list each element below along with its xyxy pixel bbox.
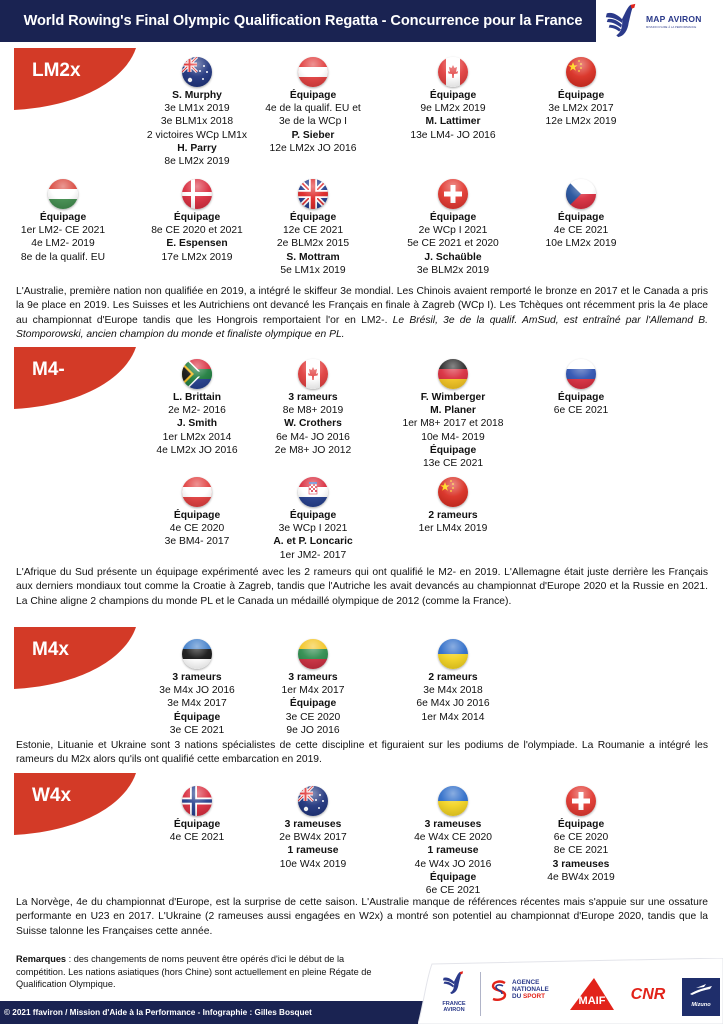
germany-flag-icon	[438, 359, 468, 389]
section-paragraph-m4-	[16, 566, 708, 609]
entry-result: 3e LM2x 2017	[548, 103, 614, 115]
banner-lm2x	[14, 48, 136, 110]
south-africa-flag-icon	[182, 359, 212, 389]
entry-heading: 1 rameuse	[427, 845, 479, 857]
entry-result: 13e LM4- JO 2016	[410, 129, 496, 141]
entry-heading: M. Lattimer	[425, 116, 481, 128]
banner-w4x	[14, 773, 136, 835]
austria-flag-icon	[182, 477, 212, 507]
entry-result: 4e LM2x JO 2016	[156, 444, 238, 456]
entry-result: 3e LM1x 2019	[164, 103, 230, 115]
entry-heading: 3 rameurs	[172, 672, 222, 683]
entry-heading: 3 rameuses	[424, 819, 482, 830]
country-entry	[238, 179, 388, 277]
austria-flag-icon	[298, 57, 328, 87]
country-entry	[238, 786, 388, 871]
entry-heading: Équipage	[289, 510, 337, 521]
croatia-flag-icon	[298, 477, 328, 507]
entry-result: 4e CE 2021	[553, 225, 609, 237]
entry-heading: S. Murphy	[172, 90, 222, 101]
entry-heading: J. Schaüble	[424, 251, 482, 263]
entry-heading: Équipage	[429, 90, 477, 101]
country-entry	[506, 359, 656, 417]
page-title: World Rowing's Final Olympic Qualification Regatta - Concurrence pour la France	[23, 13, 583, 29]
entry-result: 9e JO 2016	[286, 724, 340, 736]
cnr-mark	[626, 984, 670, 1002]
entry-heading: Équipage	[173, 711, 221, 723]
ans-logo	[490, 979, 549, 1007]
country-entry	[238, 359, 388, 457]
entry-result: 10e M4- 2019	[421, 431, 485, 443]
entry-heading: 3 rameurs	[288, 672, 338, 683]
section-paragraph-lm2x	[16, 285, 708, 343]
country-entry	[506, 57, 656, 129]
entry-result: 10e W4x 2019	[279, 858, 347, 870]
entry-heading: S. Mottram	[286, 251, 340, 263]
maif-logo	[570, 978, 614, 1015]
entry-result: 4e CE 2021	[169, 832, 225, 844]
entry-heading: 3 rameuses	[552, 858, 610, 870]
entry-heading: Équipage	[429, 212, 477, 223]
france-aviron-text: FRANCE	[442, 1001, 466, 1007]
header-bar	[0, 0, 596, 42]
entry-result: 1er M4x 2014	[421, 711, 485, 723]
entry-heading: Équipage	[557, 212, 605, 223]
entry-heading: M. Planer	[430, 405, 476, 417]
entry-result: 3e CE 2020	[285, 711, 341, 723]
entry-result: 8e CE 2021	[553, 845, 609, 857]
entry-heading: 1 rameuse	[287, 845, 339, 857]
entry-result: 4e W4x CE 2020	[414, 832, 492, 844]
entry-result: 3e de la WCp I	[278, 116, 348, 128]
entry-result: 6e M4- JO 2016	[276, 431, 350, 443]
remarks	[16, 953, 396, 991]
paragraph-text: L'Australie, première nation non qualifiée en 2019, a intégré le skiffeur 3e mondial. Les Chinois avaient remporté le bronze en 2017 et le Canada a pris la 9e place en 2019. Les Suisses et les Autrichiens ont devancé les Français en finale à Zagreb (WCp I). Les Tchèques ont récemment pris la 4e place au championnat d'Europe tandis que les Hongrois remportaient l'or en LM2-.	[16, 286, 708, 326]
country-entry	[506, 179, 656, 251]
entry-heading: Équipage	[173, 212, 221, 223]
mizuno-text: Mizuno	[691, 1002, 711, 1008]
paragraph-italic-text: Le Brésil, 3e de la qualif. AmSud, est entraîné par l'Allemand B. Stomporowski, ancien champion du monde et finaliste olympique en PL.	[16, 314, 708, 341]
country-entry	[378, 639, 528, 724]
entry-heading: 3 rameurs	[288, 392, 338, 403]
china-flag-icon	[438, 477, 468, 507]
russia-flag-icon	[566, 359, 596, 389]
entry-result: 3e M4x JO 2016	[159, 685, 235, 697]
china-flag-icon	[566, 57, 596, 87]
entry-result: 2e BW4x 2017	[279, 832, 347, 844]
entry-heading: Équipage	[289, 212, 337, 223]
section-paragraph-m4x	[16, 739, 708, 768]
entry-heading: A. et P. Loncaric	[273, 536, 353, 548]
entry-heading: H. Parry	[177, 142, 217, 154]
banner-m4-	[14, 347, 136, 409]
entry-result: 1er JM2- 2017	[279, 549, 347, 561]
entry-heading: J. Smith	[176, 418, 218, 430]
banner-label: M4x	[32, 639, 69, 660]
entry-heading: Équipage	[289, 90, 337, 101]
ans-s-icon	[490, 980, 508, 1002]
entry-heading: Équipage	[429, 444, 477, 456]
denmark-flag-icon	[182, 179, 212, 209]
section-paragraph-w4x	[16, 896, 708, 939]
france-aviron-text: AVIRON	[443, 1007, 465, 1014]
remarks-text: : des changements de noms peuvent être opérés d'ici le début de la compétition. Les nations asiatiques (hors Chine) sont actuellement en pleine Régate de Qualification Olympique.	[16, 954, 372, 990]
canada-flag-icon	[298, 359, 328, 389]
australia-flag-icon	[182, 57, 212, 87]
entry-heading: Équipage	[557, 90, 605, 101]
entry-result: 2e WCp I 2021	[418, 225, 488, 237]
entry-heading: Équipage	[557, 392, 605, 403]
remarks-label: Remarques	[16, 954, 67, 964]
entry-result: 6e CE 2021	[553, 405, 609, 417]
entry-heading: 2 rameurs	[428, 510, 478, 521]
mizuno-runbird-icon	[682, 978, 720, 1002]
entry-result: 8e M8+ 2019	[282, 405, 344, 417]
logo-brand: MAP AVIRON	[646, 14, 702, 24]
lithuania-flag-icon	[298, 639, 328, 669]
entry-result: 4e CE 2020	[169, 523, 225, 535]
paragraph-text: Estonie, Lituanie et Ukraine sont 3 nations spécialistes de cette discipline et figuraient sur les podiums de l'olympiade. La Roumanie a intégré les rameurs du M2x alors qu'ils ont qualifié cette embarcation en 2019.	[16, 740, 708, 766]
rooster-icon	[441, 970, 467, 996]
australia-flag-icon	[298, 786, 328, 816]
entry-result: 9e LM2x 2019	[420, 103, 486, 115]
entry-result: 6e CE 2020	[553, 832, 609, 844]
entry-result: 3e BM4- 2017	[164, 536, 230, 548]
entry-heading: Équipage	[289, 698, 337, 710]
ukraine-flag-icon	[438, 786, 468, 816]
mizuno-logo	[682, 978, 720, 1016]
estonia-flag-icon	[182, 639, 212, 669]
rooster-icon	[603, 2, 641, 40]
entry-result: 3e M4x 2017	[167, 698, 227, 710]
entry-heading: 3 rameuses	[284, 819, 342, 830]
uk-flag-icon	[298, 179, 328, 209]
entry-result: 1er LM2x 2014	[162, 431, 232, 443]
entry-heading: Équipage	[173, 510, 221, 521]
entry-heading: 2 rameurs	[428, 672, 478, 683]
entry-result: 6e M4x J0 2016	[416, 698, 490, 710]
entry-result: 3e WCp I 2021	[278, 523, 348, 535]
paragraph-text: L'Afrique du Sud présente un équipage expérimenté avec les 2 rameurs qui ont qualifié le M2- en 2019. L'Allemagne était juste derrière les Français aux derniers mondiaux tout comme la Croatie à Zagreb, tandis que l'Autriche les avait devancés au championnat d'Europe 2020 et la Russie en 2021. La Chine aligne 2 champions du monde PL et le Canada un médaillé olympique de 2012 (comme la France).	[16, 567, 708, 607]
entry-result: 2e M8+ JO 2012	[274, 444, 352, 456]
entry-result: 4e BW4x 2019	[547, 871, 615, 883]
banner-label: W4x	[32, 785, 72, 806]
entry-heading: F. Wimberger	[420, 392, 486, 403]
entry-result: 8e CE 2020 et 2021	[151, 225, 243, 237]
entry-result: 4e W4x JO 2016	[414, 858, 492, 870]
entry-result: 2 victoires WCp LM1x	[146, 129, 248, 141]
switzerland-flag-icon	[566, 786, 596, 816]
france-aviron-logo	[434, 970, 474, 1013]
cnr-logo	[626, 984, 670, 1007]
entry-result: 2e M2- 2016	[168, 405, 226, 417]
entry-result: 12e LM2x JO 2016	[269, 142, 357, 154]
paragraph-text: La Norvège, 4e du championnat d'Europe, est la surprise de cette saison. L'Australie manque de références récentes mais s'appuie sur une ossature performante en U23 en 2017. L'Ukraine (2 rameuses aussi engagées en W2x) a montré son potentiel au championnat d'Europe 2020, tandis que la Suisse talonne les Françaises cette année.	[16, 897, 708, 937]
ukraine-flag-icon	[438, 639, 468, 669]
country-entry	[378, 477, 528, 535]
country-entry	[238, 57, 388, 155]
entry-result: 12e LM2x 2019	[545, 116, 617, 128]
country-entry	[0, 179, 138, 264]
entry-heading: Équipage	[429, 871, 477, 883]
banner-label: M4-	[32, 359, 65, 380]
country-entry	[506, 786, 656, 884]
sponsor-divider	[480, 972, 481, 1016]
map-aviron-logo	[598, 0, 723, 42]
entry-heading: Équipage	[173, 819, 221, 830]
ans-text: AGENCE NATIONALE DU SPORT	[512, 979, 549, 1000]
entry-result: 3e BLM1x 2018	[160, 116, 234, 128]
entry-result: 2e BLM2x 2015	[276, 238, 350, 250]
entry-result: 3e BLM2x 2019	[416, 264, 490, 276]
entry-result: 10e LM2x 2019	[545, 238, 617, 250]
entry-result: 5e CE 2021 et 2020	[407, 238, 499, 250]
entry-heading: L. Brittain	[172, 392, 222, 403]
cnr-text: CNR	[630, 986, 666, 1002]
entry-heading: P. Sieber	[291, 129, 335, 141]
entry-result: 17e LM2x 2019	[161, 251, 233, 263]
hungary-flag-icon	[48, 179, 78, 209]
entry-result: 4e de la qualif. EU et	[265, 103, 361, 115]
country-entry	[238, 639, 388, 737]
footer-credit: © 2021 ffaviron / Mission d'Aide à la Performance - Infographie : Gilles Bosquet	[4, 1008, 312, 1017]
entry-result: 6e CE 2021	[425, 885, 481, 897]
entry-result: 1er M8+ 2017 et 2018	[402, 418, 504, 430]
entry-heading: Équipage	[39, 212, 87, 223]
entry-result: 3e M4x 2018	[423, 685, 483, 697]
entry-result: 4e LM2- 2019	[31, 238, 95, 250]
entry-result: 8e LM2x 2019	[164, 156, 230, 168]
maif-triangle	[570, 978, 614, 1010]
entry-heading: E. Espensen	[166, 238, 228, 250]
entry-result: 12e CE 2021	[282, 225, 344, 237]
norway-flag-icon	[182, 786, 212, 816]
logo-tagline: MISSION D'AIDE À LA PERFORMANCE	[646, 26, 697, 29]
banner-label: LM2x	[32, 60, 81, 81]
banner-m4x	[14, 627, 136, 689]
entry-result: 13e CE 2021	[422, 458, 484, 470]
sponsor-panel	[418, 958, 723, 1024]
entry-heading: Équipage	[557, 819, 605, 830]
entry-result: 1er LM4x 2019	[418, 523, 488, 535]
country-entry	[238, 477, 388, 562]
entry-result: 1er LM2- CE 2021	[20, 225, 106, 237]
canada-flag-icon	[438, 57, 468, 87]
entry-result: 8e de la qualif. EU	[20, 251, 106, 263]
maif-text: MAIF	[578, 995, 606, 1007]
switzerland-flag-icon	[438, 179, 468, 209]
entry-result: 1er M4x 2017	[281, 685, 345, 697]
entry-result: 3e CE 2021	[169, 724, 225, 736]
entry-result: 5e LM1x 2019	[280, 264, 346, 276]
czech-flag-icon	[566, 179, 596, 209]
entry-heading: W. Crothers	[284, 418, 342, 430]
